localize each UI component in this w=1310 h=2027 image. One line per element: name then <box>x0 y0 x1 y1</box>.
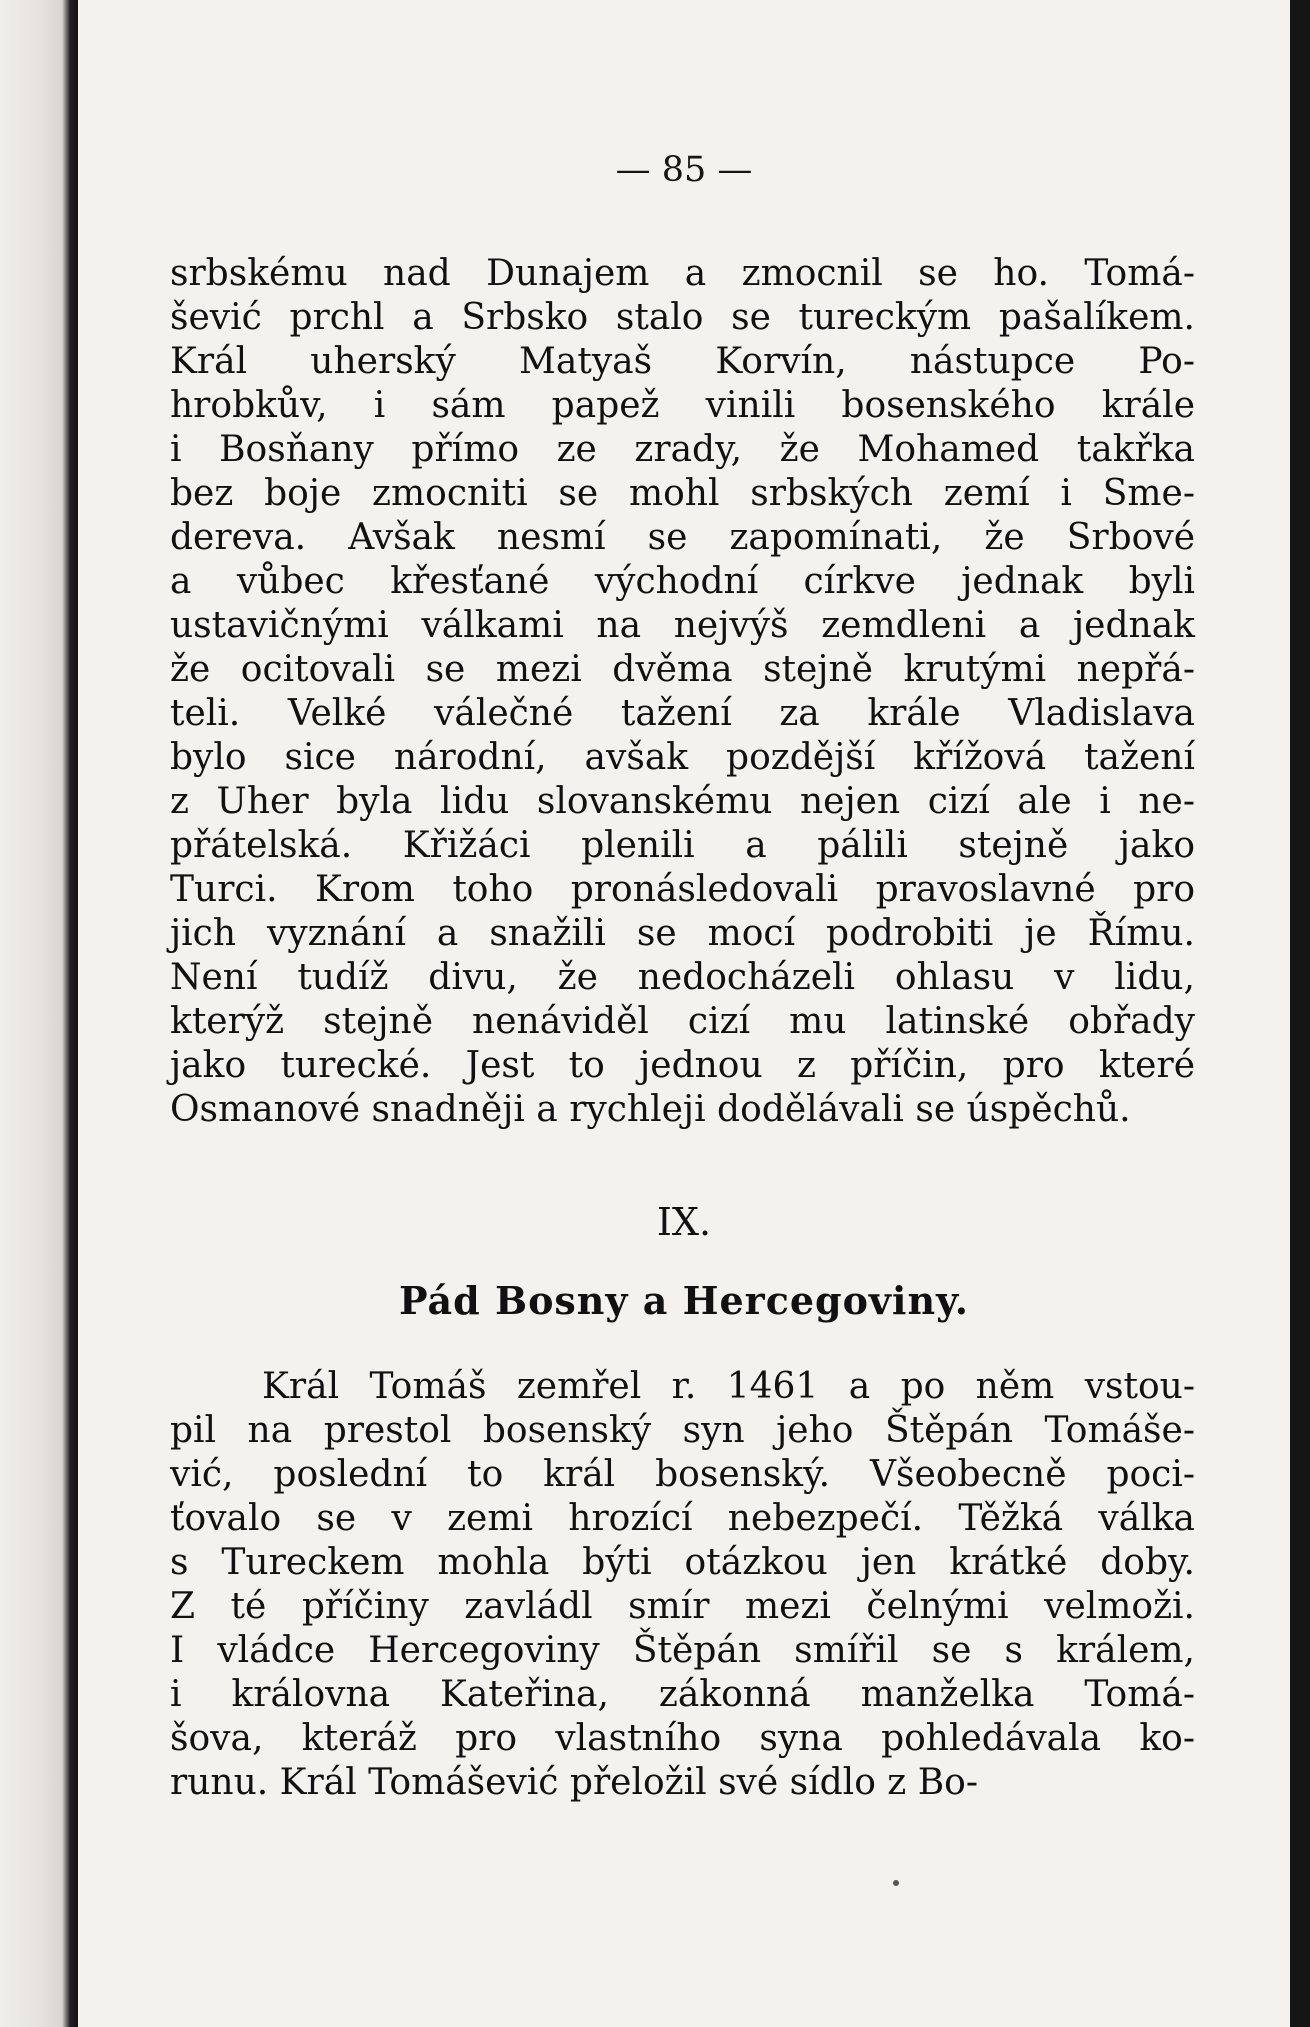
text-line: Turci. Krom toho pronásledovali pravoslavné pro <box>170 869 1195 910</box>
text-line: srbskému nad Dunajem a zmocnil se ho. Tomá- <box>170 253 1195 294</box>
text-line: bylo sice národní, avšak pozdější křížová tažení <box>170 737 1195 778</box>
text-line: ustavičnými válkami na nejvýš zemdleni a jednak <box>170 605 1195 646</box>
text-line: ťovalo se v zemi hrozící nebezpečí. Těžká válka <box>170 1498 1195 1539</box>
text-line: jako turecké. Jest to jednou z příčin, pro které <box>170 1045 1195 1086</box>
page-number: — 85 — <box>615 150 753 190</box>
text-line: vić, poslední to král bosenský. Všeobecně poci- <box>170 1454 1195 1495</box>
text-line: šević prchl a Srbsko stalo se tureckým pašalíkem. <box>170 297 1195 338</box>
text-line: kterýž stejně nenáviděl cizí mu latinské obřady <box>170 1001 1195 1042</box>
paragraph-continued <box>170 252 1195 1132</box>
scan-margin-left <box>0 0 78 2027</box>
text-line: pil na prestol bosenský syn jeho Štěpán Tomáše- <box>170 1410 1195 1451</box>
text-line: s Tureckem mohla býti otázkou jen krátké doby. <box>170 1542 1195 1583</box>
text-line: teli. Velké válečné tažení za krále Vladislava <box>170 693 1195 734</box>
chapter-paragraph <box>170 1365 1195 1805</box>
chapter-number: IX. <box>656 1200 712 1244</box>
text-line: Není tudíž divu, že nedocházeli ohlasu v lidu, <box>170 957 1195 998</box>
text-line: i Bosňany přímo ze zrady, že Mohamed takřka <box>170 429 1195 470</box>
text-line: Osmanové snadněji a rychleji dodělávali se úspěchů. <box>170 1089 1131 1130</box>
text-line: runu. Král Tomášević přeložil své sídlo z Bo- <box>170 1762 979 1803</box>
text-line: bez boje zmocniti se mohl srbských zemí i Sme- <box>170 473 1195 514</box>
chapter-title: Pád Bosny a Hercegoviny. <box>398 1278 970 1323</box>
scan-margin-right <box>1290 0 1310 2027</box>
text-line: I vládce Hercegoviny Štěpán smířil se s králem, <box>170 1630 1195 1671</box>
text-line: šova, kteráž pro vlastního syna pohledávala ko- <box>170 1718 1195 1759</box>
ink-speck <box>893 1880 899 1886</box>
text-line: a vůbec křesťané východní církve jednak byli <box>170 561 1195 602</box>
text-line: jich vyznání a snažili se mocí podrobiti je Římu. <box>170 913 1195 954</box>
text-line: z Uher byla lidu slovanskému nejen cizí ale i ne- <box>170 781 1195 822</box>
text-line: hrobkův, i sám papež vinili bosenského krále <box>170 385 1195 426</box>
text-line: Král Tomáš zemřel r. 1461 a po něm vstou- <box>262 1366 1195 1407</box>
text-line: Král uherský Matyaš Korvín, nástupce Po- <box>170 341 1195 382</box>
text-line: dereva. Avšak nesmí se zapomínati, že Srbové <box>170 517 1195 558</box>
text-line: i královna Kateřina, zákonná manželka Tomá- <box>170 1674 1195 1715</box>
text-line: přátelská. Křižáci plenili a pálili stejně jako <box>170 825 1195 866</box>
book-page <box>78 0 1290 2027</box>
text-line: že ocitovali se mezi dvěma stejně krutými nepřá- <box>170 649 1195 690</box>
text-line: Z té příčiny zavládl smír mezi čelnými velmoži. <box>170 1586 1195 1627</box>
